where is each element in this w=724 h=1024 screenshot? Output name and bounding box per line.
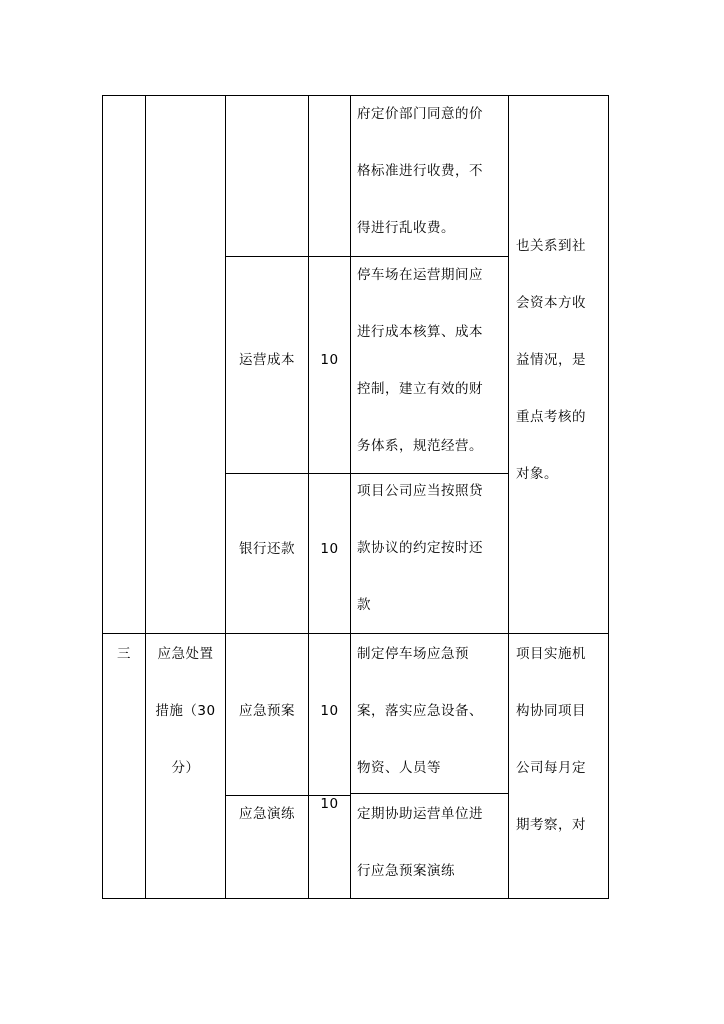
column-divider (508, 95, 509, 899)
standard-line: 府定价部门同意的价 (357, 106, 483, 122)
remark-cell (516, 218, 586, 503)
subitem-cell: 运营成本 (239, 352, 295, 368)
score-cell: 10 (320, 796, 339, 812)
subitem-cell: 银行还款 (239, 541, 295, 557)
remark-line: 对象。 (516, 466, 558, 482)
standard-cell (357, 786, 483, 900)
standard-line: 物资、人员等 (357, 760, 441, 776)
standard-line: 制定停车场应急预 (357, 646, 469, 662)
standard-line: 行应急预案演练 (357, 863, 455, 879)
category-line: 应急处置 (157, 646, 214, 662)
column-divider (350, 95, 351, 899)
standard-line: 得进行乱收费。 (357, 220, 455, 236)
remark-line: 会资本方收 (516, 295, 586, 311)
remark-line: 构协同项目 (516, 703, 586, 719)
table-border-top (102, 95, 609, 96)
table-border-bottom (102, 898, 609, 899)
standard-line: 务体系，规范经营。 (357, 438, 483, 454)
column-divider (225, 95, 226, 899)
standard-line: 控制，建立有效的财 (357, 381, 483, 397)
category-cell (146, 626, 225, 797)
standard-cell (357, 247, 483, 475)
subitem-cell: 应急预案 (239, 703, 295, 719)
category-line: 措施（30 (155, 703, 216, 719)
remark-cell (516, 626, 586, 854)
remark-line: 重点考核的 (516, 409, 586, 425)
table-border-left (102, 95, 103, 899)
standard-cell (357, 463, 483, 634)
standard-line: 停车场在运营期间应 (357, 267, 483, 283)
subitem-cell: 应急演练 (239, 806, 295, 822)
standard-line: 定期协助运营单位进 (357, 806, 483, 822)
remark-line: 期考察，对 (516, 817, 586, 833)
standard-line: 案，落实应急设备、 (357, 703, 483, 719)
remark-line: 公司每月定 (516, 760, 586, 776)
remark-line: 项目实施机 (516, 646, 586, 662)
category-line: 分） (171, 760, 200, 776)
table-border-right (608, 95, 609, 899)
standard-line: 项目公司应当按照贷 (357, 483, 483, 499)
score-cell: 10 (320, 352, 339, 368)
standard-line: 款 (357, 597, 371, 613)
score-cell: 10 (320, 541, 339, 557)
remark-line: 也关系到社 (516, 238, 586, 254)
standard-line: 款协议的约定按时还 (357, 540, 483, 556)
standard-cell (357, 86, 483, 257)
standard-line: 格标准进行收费，不 (357, 163, 483, 179)
standard-line: 进行成本核算、成本 (357, 324, 483, 340)
score-cell: 10 (320, 703, 339, 719)
remark-line: 益情况，是 (516, 352, 586, 368)
standard-cell (357, 626, 483, 797)
section-number: 三 (117, 646, 131, 662)
